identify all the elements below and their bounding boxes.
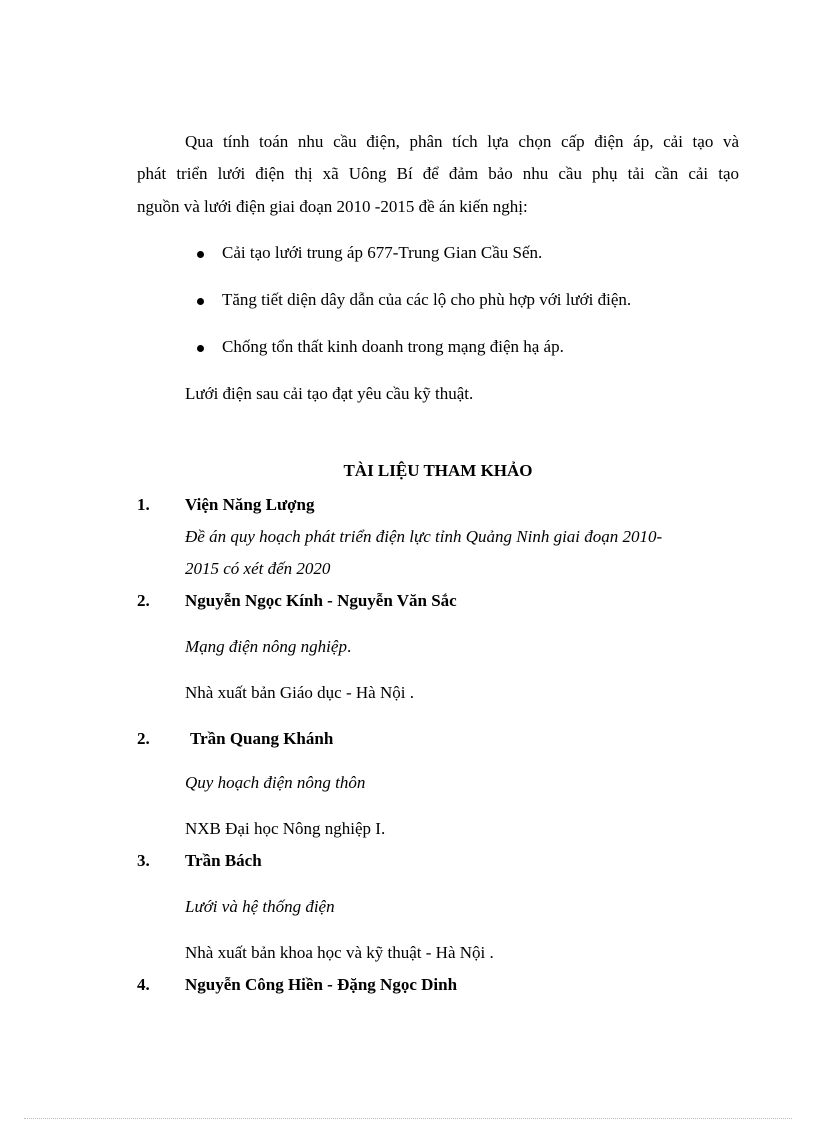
reference-title: Mạng điện nông nghiệp (185, 637, 347, 656)
intro-line-1: Qua tính toán nhu cầu điện, phân tích lựa chọn cấp điện áp, cải tạo và (185, 132, 739, 151)
reference-title: Đề án quy hoạch phát triển điện lực tỉnh Quảng Ninh giai đoạn 2010- (185, 527, 663, 546)
list-item: Tăng tiết diện dây dẫn của các lộ cho phù hợp với lưới điện. (222, 290, 632, 309)
reference-author: Trần Bách (185, 851, 262, 870)
conclusion-text: Lưới điện sau cải tạo đạt yêu cầu kỹ thuật. (185, 384, 474, 403)
reference-author: Trần Quang Khánh (190, 729, 334, 748)
reference-number: 4. (137, 975, 150, 994)
reference-author: Nguyễn Công Hiền - Đặng Ngọc Dinh (185, 975, 458, 994)
reference-publisher: Nhà xuất bản khoa học và kỹ thuật - Hà Nội . (185, 943, 494, 962)
page-bottom-divider (24, 1118, 792, 1119)
reference-author: Nguyễn Ngọc Kính - Nguyễn Văn Sắc (185, 591, 457, 610)
list-item: Chống tổn thất kinh doanh trong mạng điện hạ áp. (222, 337, 564, 356)
intro-line-3: nguồn và lưới điện giai đoạn 2010 -2015 đề án kiến nghị: (137, 197, 528, 216)
references-heading: TÀI LIỆU THAM KHẢO (343, 461, 533, 480)
reference-number: 2. (137, 729, 150, 748)
intro-line-2: phát triển lưới điện thị xã Uông Bí để đảm bảo nhu cầu phụ tải cần cải tạo (137, 164, 739, 183)
reference-title-continued: 2015 có xét đến 2020 (185, 559, 331, 578)
list-item: Cải tạo lưới trung áp 677-Trung Gian Cầu Sến. (222, 243, 543, 262)
bullet-icon (197, 345, 204, 352)
reference-publisher: NXB Đại học Nông nghiệp I. (185, 819, 386, 838)
reference-number: 2. (137, 591, 150, 610)
bullet-icon (197, 251, 204, 258)
reference-title-line (185, 637, 351, 657)
reference-number: 3. (137, 851, 150, 870)
reference-publisher: Nhà xuất bản Giáo dục - Hà Nội . (185, 683, 414, 702)
reference-author: Viện Năng Lượng (185, 495, 315, 514)
bullet-icon (197, 298, 204, 305)
reference-title-period: . (346, 637, 352, 656)
reference-title: Quy hoạch điện nông thôn (185, 773, 366, 792)
reference-title: Lưới và hệ thống điện (185, 897, 335, 916)
reference-number: 1. (137, 495, 150, 514)
